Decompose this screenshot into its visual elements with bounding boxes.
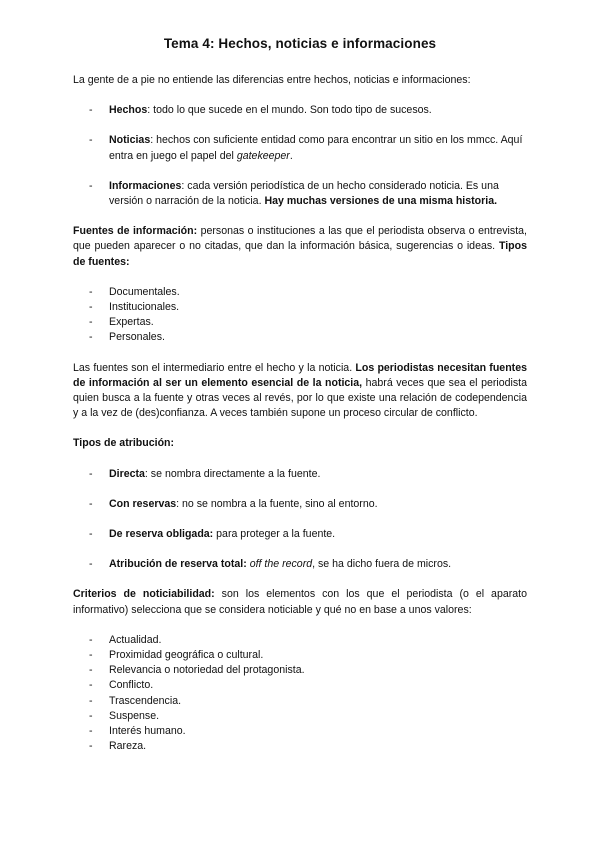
list-item: - Proximidad geográfica o cultural. <box>73 648 527 663</box>
intro-paragraph: La gente de a pie no entiende las diferencias entre hechos, noticias e informaciones: <box>73 74 471 86</box>
term-noticias: Noticias <box>109 134 151 147</box>
list-item-reserva-obligada: - De reserva obligada: para proteger a la fuente. <box>73 527 527 542</box>
list-item: - Relevancia o notoriedad del protagonista. <box>73 663 527 678</box>
list-item-directa: - Directa: se nombra directamente a la fuente. <box>73 467 527 482</box>
fuentes-types-list <box>73 285 527 346</box>
list-item: - Institucionales. <box>73 300 527 315</box>
list-item-reserva-total: - Atribución de reserva total: off the record, se ha dicho fuera de micros. <box>73 557 527 572</box>
intermediario-paragraph: Las fuentes son el intermediario entre el hecho y la noticia. Los periodistas necesitan fuentes de información al ser un elemento esencial de la noticia, habrá veces que sea el periodista quien busca a la fuente y otras veces al revés, por lo que existe una relación de codependencia y a la vez de (des)confianza. A veces también supone un proceso circular de conflicto. <box>73 361 528 420</box>
list-item: - Trascendencia. <box>73 694 527 709</box>
fuentes-heading: Fuentes de información: <box>73 225 198 238</box>
page-title: Tema 4: Hechos, noticias e informaciones <box>163 36 437 51</box>
atribucion-heading: Tipos de atribución: <box>73 437 175 450</box>
criterios-paragraph: Criterios de noticiabilidad: son los elementos con los que el periodista (o el aparato informativo) selecciona que se considera noticiable y qué no en base a unos valores: <box>73 588 527 616</box>
list-item-informaciones: - Informaciones: cada versión periodística de un hecho considerado noticia. Es una versión o narración de la noticia. Hay muchas versiones de una misma historia. <box>73 179 527 209</box>
list-item: - Suspense. <box>73 709 527 724</box>
fuentes-paragraph: Fuentes de información: personas o instituciones a las que el periodista observa o entrevista, que pueden aparecer o no citadas, que dan la información básica, sugerencias o ideas. Tipos de fuentes: <box>73 225 527 268</box>
term-hechos: Hechos <box>109 104 148 117</box>
list-item: - Documentales. <box>73 285 527 300</box>
criterios-list <box>73 633 527 755</box>
list-item: - Expertas. <box>73 315 527 330</box>
list-item-noticias: - Noticias: hechos con suficiente entidad como para encontrar un sitio en los mmcc. Aquí entra en juego el papel del gatekeeper. <box>73 133 527 163</box>
term-informaciones: Informaciones <box>109 179 182 192</box>
list-item: - Rareza. <box>73 739 527 754</box>
list-item: - Personales. <box>73 330 527 345</box>
list-item: - Actualidad. <box>73 633 527 648</box>
criterios-heading: Criterios de noticiabilidad: <box>73 588 215 601</box>
list-item-hechos: - Hechos: todo lo que sucede en el mundo. Son todo tipo de sucesos. <box>73 103 527 118</box>
list-item: - Conflicto. <box>73 678 527 693</box>
list-item: - Interés humano. <box>73 724 527 739</box>
list-item-con-reservas: - Con reservas: no se nombra a la fuente, sino al entorno. <box>73 497 527 512</box>
atribucion-list <box>73 467 527 573</box>
definitions-list <box>73 103 527 209</box>
